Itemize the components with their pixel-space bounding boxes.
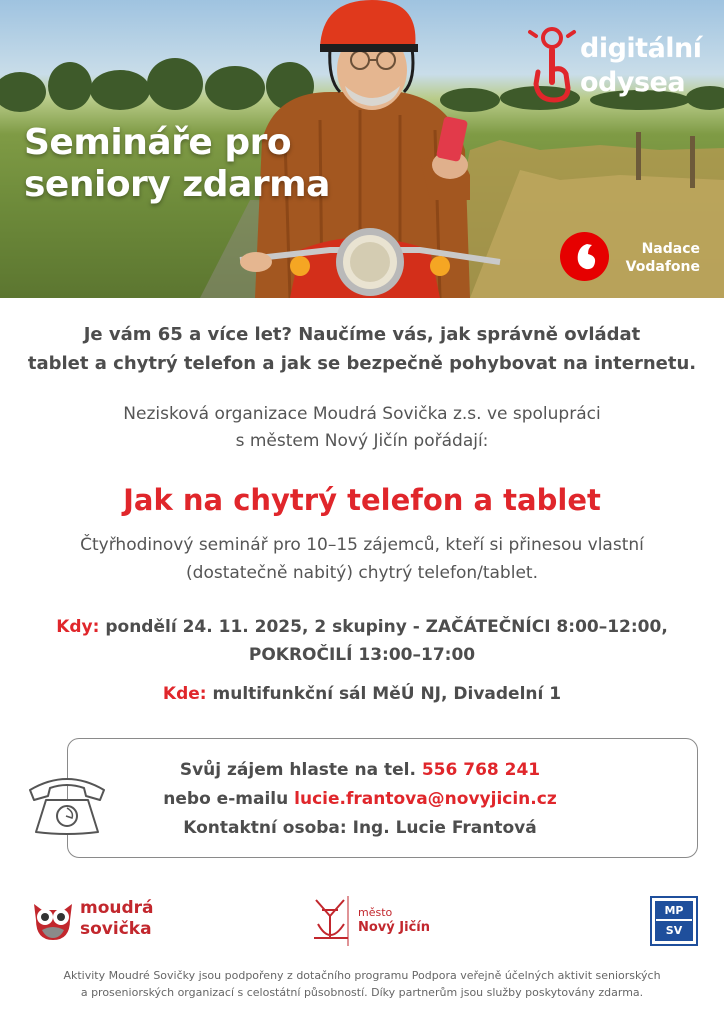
city-emblem-icon — [310, 894, 352, 948]
phone-number[interactable]: 556 768 241 — [421, 760, 541, 780]
intro-line2: tablet a chytrý telefon a jak se bezpečně pohybovat na internetu. — [27, 353, 697, 374]
mpsv-top-text: MP — [664, 904, 684, 917]
mpsv-bottom-text: SV — [665, 924, 683, 937]
intro-text — [0, 320, 724, 378]
hero-title — [24, 122, 384, 206]
vodafone-line1: Nadace — [641, 241, 700, 257]
where-value: multifunkční sál MěÚ NJ, Divadelní 1 — [206, 684, 562, 704]
footer-note — [0, 967, 724, 1001]
moudra-sovicka-logo — [30, 896, 170, 948]
logo-word-digitalni: digitální — [580, 33, 702, 64]
owl-line2: sovička — [80, 919, 152, 939]
hand-tap-icon — [528, 26, 580, 106]
email-link[interactable]: lucie.frantova@novyjicin.cz — [294, 789, 557, 809]
owl-line1: moudrá — [80, 898, 154, 918]
vodafone-line2: Vodafone — [625, 259, 700, 275]
contact-person: Kontaktní osoba: Ing. Lucie Frantová — [183, 818, 537, 838]
when-label: Kdy: — [56, 617, 100, 637]
organizer-line2: s městem Nový Jičín pořádají: — [235, 431, 489, 451]
logo-word-odysea: odysea — [580, 67, 686, 98]
hero-title-line1: Semináře pro — [24, 122, 292, 163]
contact-text — [110, 756, 610, 843]
when-line1: pondělí 24. 11. 2025, 2 skupiny - ZAČÁTEČNÍCI 8:00–12:00, — [99, 617, 668, 637]
city-large-text: Nový Jičín — [358, 920, 430, 935]
digitalni-odysea-logo — [528, 26, 708, 106]
email-prefix: nebo e-mailu — [163, 789, 295, 809]
vodafone-speechmark-icon — [560, 232, 609, 281]
phone-prefix: Svůj zájem hlaste na tel. — [179, 760, 422, 780]
where-label: Kde: — [162, 684, 207, 704]
mpsv-mark — [655, 901, 693, 941]
organizer-line1: Nezisková organizace Moudrá Sovička z.s. ve spolupráci — [123, 404, 601, 424]
footer-line1: Aktivity Moudré Sovičky jsou podpořeny z dotačního programu Podpora veřejně účelných aktivit seniorských — [63, 969, 661, 982]
event-description — [0, 531, 724, 587]
city-small-text: město — [358, 906, 393, 919]
footer-line2: a proseniorských organizací s celostátní působností. Díky partnerům jsou služby poskytovány zdarma. — [80, 986, 644, 999]
novy-jicin-logo — [310, 894, 450, 948]
event-title: Jak na chytrý telefon a tablet — [123, 483, 601, 517]
hero-banner — [0, 0, 724, 298]
nadace-vodafone-logo — [560, 232, 710, 282]
owl-text — [80, 898, 154, 940]
telephone-icon — [26, 770, 108, 836]
mpsv-logo — [650, 896, 698, 946]
when-line2: POKROČILÍ 13:00–17:00 — [248, 645, 476, 665]
owl-icon — [30, 896, 76, 942]
mpsv-divider — [656, 919, 692, 921]
hero-title-line2: seniory zdarma — [24, 164, 330, 205]
vodafone-text — [624, 240, 700, 276]
event-desc-line1: Čtyřhodinový seminář pro 10–15 zájemců, kteří si přinesou vlastní — [80, 535, 644, 555]
event-desc-line2: (dostatečně nabitý) chytrý telefon/tablet. — [186, 563, 538, 583]
event-when — [0, 613, 724, 669]
event-where — [0, 680, 724, 708]
intro-line1: Je vám 65 a více let? Naučíme vás, jak správně ovládat — [83, 324, 641, 345]
organizer-text — [0, 401, 724, 455]
